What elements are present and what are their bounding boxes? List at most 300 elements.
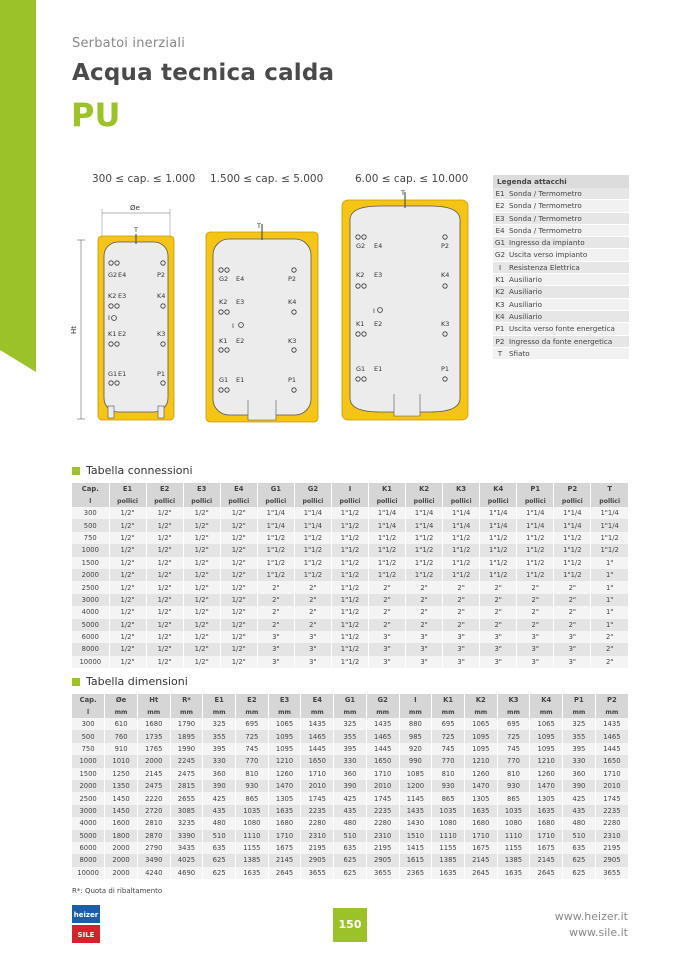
legend-description: Resistenza Elettrica [509, 262, 580, 272]
table-cell: 2000 [72, 780, 105, 792]
table-cell: 5000 [72, 830, 105, 842]
table-cell: 390 [203, 780, 236, 792]
table-cell: 1155 [236, 842, 269, 854]
table-cell: 3" [443, 656, 480, 668]
table-cell: 1260 [530, 768, 563, 780]
table-cell: 1350 [105, 780, 138, 792]
table-cell: 1450 [105, 805, 138, 817]
table-cell: 1/2" [183, 519, 220, 531]
table-cell: 6000 [72, 631, 109, 643]
table-cell: 625 [334, 854, 367, 866]
table-cell: 2475 [137, 780, 170, 792]
column-header: P1 [517, 483, 554, 495]
table-cell: 1085 [399, 768, 432, 780]
product-code: PU [71, 96, 121, 134]
table-cell: 745 [236, 743, 269, 755]
legend-item [493, 286, 629, 298]
table-cell: 2" [554, 594, 591, 606]
legend-item [493, 225, 629, 237]
legend-description: Ausiliario [509, 299, 542, 309]
column-unit: pollici [517, 495, 554, 507]
table-cell: 2195 [366, 842, 399, 854]
svg-text:heizer: heizer [73, 911, 99, 919]
table-cell: 4000 [72, 606, 109, 618]
table-cell: 1"1/4 [554, 519, 591, 531]
table-cell: 1"1/2 [517, 532, 554, 544]
svg-text:P2: P2 [288, 275, 297, 283]
svg-text:E3: E3 [118, 292, 127, 300]
table-cell: 1445 [595, 743, 628, 755]
table-cell: 625 [563, 854, 596, 866]
legend-code: E1 [495, 189, 505, 198]
table-cell: 1"1/2 [331, 557, 368, 569]
table-cell: 2310 [366, 830, 399, 842]
table-cell: 1"1/2 [331, 643, 368, 655]
table-cell: 1675 [268, 842, 301, 854]
table-cell: 930 [432, 780, 465, 792]
column-unit: mm [268, 706, 301, 718]
table-cell: 1/2" [146, 606, 183, 618]
table-cell: 2235 [366, 805, 399, 817]
svg-text:P1: P1 [441, 365, 450, 373]
table-cell: 1"1/2 [406, 557, 443, 569]
table-cell: 865 [497, 792, 530, 804]
table-cell: 1/2" [146, 507, 183, 519]
table-cell: 360 [563, 768, 596, 780]
table-cell: 1305 [268, 792, 301, 804]
table-cell: 4025 [170, 854, 203, 866]
table-cell: 1"1/2 [591, 544, 628, 556]
legend-title: Legenda attacchi [493, 175, 629, 188]
table-cell: 2000 [105, 867, 138, 879]
table-cell: 1035 [497, 805, 530, 817]
table-cell: 1710 [595, 768, 628, 780]
table-cell: 2280 [366, 817, 399, 829]
table-cell: 2220 [137, 792, 170, 804]
table-cell: 1/2" [146, 557, 183, 569]
table-cell: 1635 [530, 805, 563, 817]
table-cell: 985 [399, 730, 432, 742]
table-cell: 1145 [399, 792, 432, 804]
table-cell: 1"1/2 [294, 569, 331, 581]
column-header: E1 [109, 483, 146, 495]
table-cell: 1635 [236, 867, 269, 879]
table-cell: 1"1/2 [257, 532, 294, 544]
table-cell: 2" [517, 606, 554, 618]
legend-item [493, 274, 629, 286]
connections-table-title: Tabella connessioni [72, 464, 193, 477]
column-unit: mm [203, 706, 236, 718]
table-cell: 1210 [464, 755, 497, 767]
table-cell: 1"1/2 [331, 532, 368, 544]
table-cell: 1600 [105, 817, 138, 829]
website-link-sile[interactable]: www.sile.it [569, 926, 628, 939]
svg-text:K2: K2 [356, 271, 365, 279]
table-cell: 1/2" [220, 519, 257, 531]
table-cell: 1"1/2 [331, 631, 368, 643]
table-cell: 1000 [72, 755, 105, 767]
table-cell: 1/2" [146, 581, 183, 593]
svg-text:K3: K3 [441, 320, 450, 328]
bullet-square-icon [72, 467, 80, 475]
table-cell: 1790 [170, 718, 203, 730]
table-cell: 10000 [72, 867, 105, 879]
svg-text:K1: K1 [356, 320, 365, 328]
table-cell: 1680 [137, 718, 170, 730]
column-header: K2 [464, 694, 497, 706]
table-cell: 2" [294, 594, 331, 606]
table-cell: 2" [257, 619, 294, 631]
table-cell: 2010 [301, 780, 334, 792]
table-cell: 1"1/4 [257, 519, 294, 531]
table-cell: 810 [432, 768, 465, 780]
table-row [72, 656, 628, 668]
column-header: G2 [366, 694, 399, 706]
table-cell: 2720 [137, 805, 170, 817]
column-unit: mm [236, 706, 269, 718]
table-cell: 1"1/4 [591, 507, 628, 519]
table-cell: 1095 [464, 730, 497, 742]
table-cell: 1" [591, 569, 628, 581]
table-cell: 3655 [366, 867, 399, 879]
table-cell: 500 [72, 519, 109, 531]
svg-text:P2: P2 [157, 271, 166, 279]
table-cell: 1"1/2 [480, 532, 517, 544]
table-cell: 1"1/2 [480, 569, 517, 581]
svg-text:E3: E3 [236, 298, 245, 306]
dimensions-table [72, 694, 628, 879]
table-cell: 2905 [301, 854, 334, 866]
svg-text:I: I [108, 314, 110, 322]
legend-description: Ausiliario [509, 275, 542, 285]
table-cell: 1"1/4 [443, 519, 480, 531]
table-cell: 1"1/4 [369, 519, 406, 531]
table-cell: 1/2" [146, 643, 183, 655]
table-cell: 1"1/2 [406, 532, 443, 544]
table-row [72, 581, 628, 593]
table-cell: 1080 [236, 817, 269, 829]
table-cell: 1210 [530, 755, 563, 767]
table-cell: 1010 [105, 755, 138, 767]
table-cell: 4000 [72, 817, 105, 829]
svg-text:G2: G2 [108, 271, 118, 279]
table-cell: 435 [563, 805, 596, 817]
table-cell: 1250 [105, 768, 138, 780]
page-number: 150 [333, 908, 367, 942]
table-cell: 2815 [170, 780, 203, 792]
table-cell: 3655 [301, 867, 334, 879]
table-cell: 1385 [236, 854, 269, 866]
svg-text:E4: E4 [374, 242, 383, 250]
table-cell: 1/2" [220, 643, 257, 655]
table-cell: 1680 [268, 817, 301, 829]
table-cell: 1/2" [183, 631, 220, 643]
table-cell: 625 [563, 867, 596, 879]
table-cell: 2235 [595, 805, 628, 817]
website-link-heizer[interactable]: www.heizer.it [554, 910, 628, 923]
table-cell: 3235 [170, 817, 203, 829]
table-cell: 510 [203, 830, 236, 842]
table-row [72, 519, 628, 531]
table-cell: 435 [334, 805, 367, 817]
table-cell: 1065 [464, 718, 497, 730]
column-header: E4 [301, 694, 334, 706]
table-cell: 1/2" [109, 569, 146, 581]
svg-text:I: I [232, 322, 234, 330]
capacity-label-medium: 1.500 ≤ cap. ≤ 5.000 [210, 173, 324, 185]
heizer-sile-logo [72, 905, 100, 945]
table-cell: 1/2" [183, 569, 220, 581]
table-cell: 480 [563, 817, 596, 829]
table-cell: 750 [72, 532, 109, 544]
table-cell: 1/2" [146, 594, 183, 606]
svg-text:G2: G2 [356, 242, 366, 250]
svg-text:K1: K1 [219, 337, 228, 345]
table-row [72, 842, 628, 854]
table-cell: 1080 [497, 817, 530, 829]
table-cell: 1650 [595, 755, 628, 767]
table-cell: 1"1/2 [517, 569, 554, 581]
table-cell: 1"1/4 [443, 507, 480, 519]
table-cell: 2280 [595, 817, 628, 829]
table-cell: 330 [334, 755, 367, 767]
table-cell: 1"1/4 [517, 507, 554, 519]
table-cell: 1435 [595, 718, 628, 730]
svg-text:E4: E4 [118, 271, 127, 279]
table-cell: 3" [554, 656, 591, 668]
svg-text:E1: E1 [236, 376, 245, 384]
table-cell: 750 [72, 743, 105, 755]
table-cell: 510 [334, 830, 367, 842]
table-cell: 3" [406, 631, 443, 643]
table-cell: 1"1/4 [554, 507, 591, 519]
table-cell: 1/2" [183, 532, 220, 544]
table-cell: 1" [591, 581, 628, 593]
table-cell: 3390 [170, 830, 203, 842]
table-cell: 1635 [497, 867, 530, 879]
table-cell: 2310 [595, 830, 628, 842]
legend-description: Sonda / Termometro [509, 189, 582, 198]
svg-text:G2: G2 [219, 275, 229, 283]
table-cell: 3" [369, 643, 406, 655]
table-cell: 2145 [137, 768, 170, 780]
table-cell: 2145 [268, 854, 301, 866]
table-cell: 2" [369, 619, 406, 631]
column-header: E1 [203, 694, 236, 706]
column-unit: mm [366, 706, 399, 718]
column-header: G1 [334, 694, 367, 706]
table-row [72, 544, 628, 556]
table-cell: 2" [257, 581, 294, 593]
table-row [72, 507, 628, 519]
table-cell: 325 [334, 718, 367, 730]
table-cell: 1465 [366, 730, 399, 742]
table-cell: 3000 [72, 805, 105, 817]
table-cell: 1"1/4 [406, 519, 443, 531]
table-cell: 4690 [170, 867, 203, 879]
legend-code: T [497, 348, 503, 358]
svg-text:G1: G1 [356, 365, 366, 373]
svg-text:K4: K4 [288, 298, 297, 306]
table-cell: 3" [369, 656, 406, 668]
table-cell: 1/2" [220, 619, 257, 631]
table-cell: 2" [517, 581, 554, 593]
table-cell: 2310 [301, 830, 334, 842]
table-cell: 625 [203, 854, 236, 866]
table-cell: 1470 [530, 780, 563, 792]
connection-legend [493, 175, 629, 360]
table-cell: 1"1/2 [331, 507, 368, 519]
table-cell: 2" [443, 581, 480, 593]
legend-item [493, 200, 629, 212]
table-cell: 1"1/2 [294, 544, 331, 556]
table-row [72, 743, 628, 755]
table-cell: 1"1/2 [369, 532, 406, 544]
table-cell: 2" [554, 619, 591, 631]
legend-item [493, 311, 629, 323]
table-cell: 910 [105, 743, 138, 755]
table-row [72, 730, 628, 742]
table-cell: 330 [563, 755, 596, 767]
table-cell: 770 [432, 755, 465, 767]
table-cell: 1"1/4 [369, 507, 406, 519]
table-cell: 1" [591, 619, 628, 631]
table-cell: 1675 [530, 842, 563, 854]
table-cell: 930 [497, 780, 530, 792]
table-cell: 2" [369, 606, 406, 618]
table-cell: 3" [257, 631, 294, 643]
table-cell: 1080 [432, 817, 465, 829]
legend-code: K3 [495, 299, 505, 309]
table-cell: 1465 [301, 730, 334, 742]
capacity-label-small: 300 ≤ cap. ≤ 1.000 [92, 173, 196, 185]
column-unit: pollici [591, 495, 628, 507]
legend-item [493, 213, 629, 225]
table-cell: 1800 [105, 830, 138, 842]
table-cell: 1710 [464, 830, 497, 842]
table-cell: 1"1/2 [443, 544, 480, 556]
table-cell: 1"1/4 [480, 507, 517, 519]
legend-code: K4 [495, 311, 505, 321]
table-cell: 2195 [595, 842, 628, 854]
table-row [72, 792, 628, 804]
table-cell: 395 [563, 743, 596, 755]
table-cell: 1/2" [146, 544, 183, 556]
table-cell: 2280 [301, 817, 334, 829]
column-unit: mm [334, 706, 367, 718]
table-row [72, 557, 628, 569]
table-cell: 1065 [268, 718, 301, 730]
tank-diagram-medium [202, 218, 322, 423]
svg-text:K3: K3 [157, 330, 166, 338]
column-header: I [399, 694, 432, 706]
column-unit: pollici [294, 495, 331, 507]
table-cell: 1/2" [109, 643, 146, 655]
table-cell: 3" [480, 656, 517, 668]
table-cell: 355 [334, 730, 367, 742]
table-cell: 3435 [170, 842, 203, 854]
table-cell: 1"1/2 [331, 594, 368, 606]
column-header: G2 [294, 483, 331, 495]
table-cell: 5000 [72, 619, 109, 631]
column-header: E3 [268, 694, 301, 706]
table-cell: 1/2" [183, 557, 220, 569]
table-cell: 2500 [72, 792, 105, 804]
table-cell: 1"1/2 [480, 544, 517, 556]
legend-item [493, 249, 629, 261]
table-cell: 2500 [72, 581, 109, 593]
table-cell: 1435 [399, 805, 432, 817]
legend-description: Uscita verso impianto [509, 250, 588, 260]
table-cell: 2" [480, 606, 517, 618]
column-header: P2 [595, 694, 628, 706]
legend-description: Sonda / Termometro [509, 213, 582, 223]
legend-description: Sfiato [509, 348, 530, 358]
table-cell: 355 [203, 730, 236, 742]
footnote: R*: Quota di ribaltamento [72, 887, 163, 895]
table-cell: 1"1/2 [294, 557, 331, 569]
table-cell: 1"1/2 [443, 532, 480, 544]
column-unit: pollici [146, 495, 183, 507]
table-cell: 695 [497, 718, 530, 730]
column-header: K1 [369, 483, 406, 495]
table-cell: 2810 [137, 817, 170, 829]
table-cell: 1/2" [220, 606, 257, 618]
legend-code: K1 [495, 275, 505, 285]
table-cell: 1"1/4 [406, 507, 443, 519]
table-cell: 3" [517, 631, 554, 643]
table-cell: 1745 [595, 792, 628, 804]
table-cell: 1"1/2 [591, 532, 628, 544]
table-cell: 1/2" [109, 656, 146, 668]
table-cell: 1745 [366, 792, 399, 804]
table-cell: 1/2" [183, 656, 220, 668]
table-cell: 1500 [72, 768, 105, 780]
table-cell: 2" [480, 581, 517, 593]
table-cell: 865 [236, 792, 269, 804]
table-cell: 610 [105, 718, 138, 730]
table-cell: 1/2" [183, 619, 220, 631]
table-cell: 1745 [301, 792, 334, 804]
table-cell: 3" [443, 631, 480, 643]
table-cell: 1680 [464, 817, 497, 829]
table-cell: 1/2" [183, 507, 220, 519]
column-header: K3 [497, 694, 530, 706]
table-cell: 2000 [105, 842, 138, 854]
table-cell: 2" [517, 619, 554, 631]
table-cell: 1650 [366, 755, 399, 767]
column-header: R* [170, 694, 203, 706]
legend-item [493, 299, 629, 311]
table-cell: 480 [334, 817, 367, 829]
table-cell: 1/2" [109, 581, 146, 593]
table-cell: 360 [203, 768, 236, 780]
table-row [72, 780, 628, 792]
table-cell: 635 [334, 842, 367, 854]
column-unit: pollici [109, 495, 146, 507]
table-cell: 8000 [72, 854, 105, 866]
legend-description: Sonda / Termometro [509, 225, 582, 235]
table-cell: 2235 [301, 805, 334, 817]
table-cell: 880 [399, 718, 432, 730]
table-cell: 1/2" [109, 544, 146, 556]
table-cell: 1"1/2 [331, 569, 368, 581]
table-cell: 1260 [268, 768, 301, 780]
table-cell: 635 [563, 842, 596, 854]
table-cell: 3000 [72, 594, 109, 606]
table-cell: 2" [480, 594, 517, 606]
column-header: P2 [554, 483, 591, 495]
